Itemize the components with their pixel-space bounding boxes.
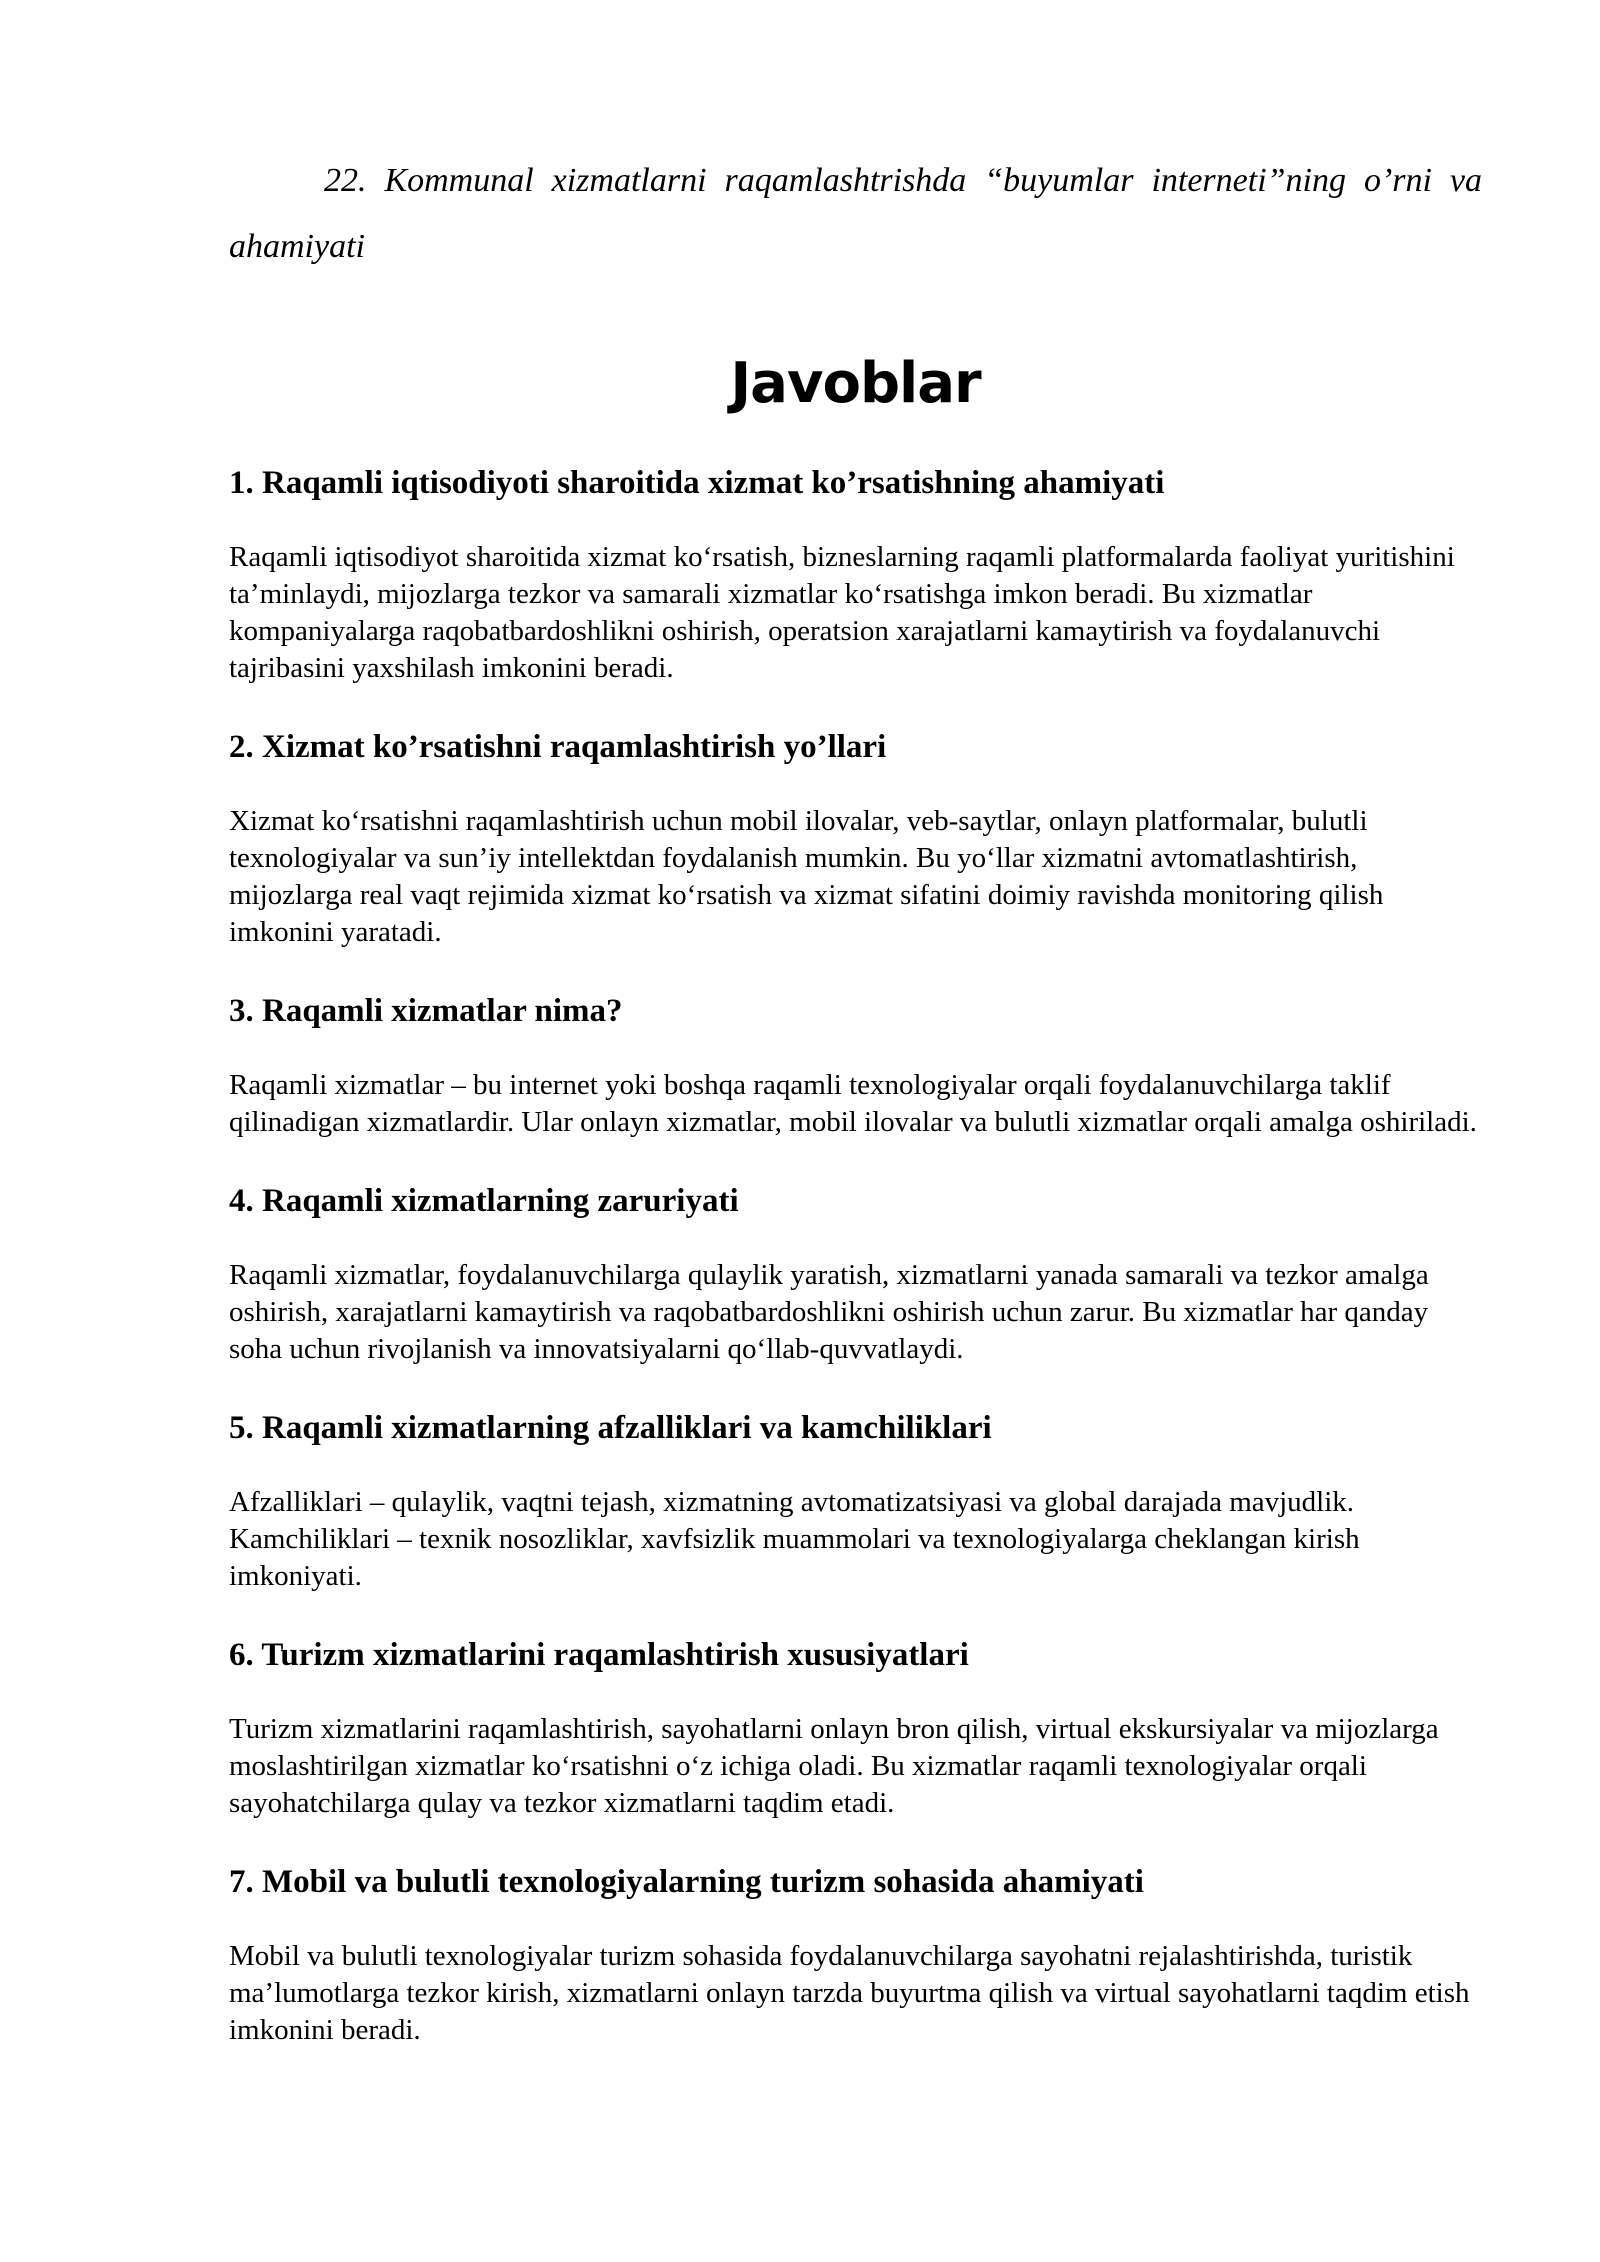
question-heading: 22. Kommunal xizmatlarni raqamlashtrishda “buyumlar interneti”ning o’rni va ahamiyati (229, 162, 1482, 265)
answer-section-6 (229, 1635, 1482, 1822)
section-body: Xizmat ko‘rsatishni raqamlashtirish uchun mobil ilovalar, veb-saytlar, onlayn platformalar, bulutli texnologiyalar va sun’iy intellektdan foydalanish mumkin. Bu yo‘llar xizmatni avtomatlashtirish, mijozlarga real vaqt rejimida xizmat ko‘rsatish va xizmat sifatini doimiy ravishda monitoring qilish imkonini yaratadi. (229, 805, 1384, 948)
answer-section-4 (229, 1181, 1482, 1368)
answer-section-1 (229, 463, 1482, 687)
section-body: Mobil va bulutli texnologiyalar turizm sohasida foydalanuvchilarga sayohatni rejalashtirishda, turistik ma’lumotlarga tezkor kirish, xizmatlarni onlayn tarzda buyurtma qilish va virtual sayohatlarni taqdim etish imkonini beradi. (229, 1940, 1470, 2046)
section-heading: 6. Turizm xizmatlarini raqamlashtirish xususiyatlari (229, 1637, 969, 1673)
answer-sections (229, 463, 1482, 2089)
section-body: Raqamli xizmatlar, foydalanuvchilarga qulaylik yaratish, xizmatlarni yanada samarali va tezkor amalga oshirish, xarajatlarni kamaytirish va raqobatbardoshlikni oshirish uchun zarur. Bu xizmatlar har qanday soha uchun rivojlanish va innovatsiyalarni qo‘llab-quvvatlaydi. (229, 1259, 1429, 1365)
section-body: Turizm xizmatlarini raqamlashtirish, sayohatlarni onlayn bron qilish, virtual ekskursiyalar va mijozlarga moslashtirilgan xizmatlar ko‘rsatishni o‘z ichiga oladi. Bu xizmatlar raqamli texnologiyalar orqali sayohatchilarga qulay va tezkor xizmatlarni taqdim etadi. (229, 1713, 1439, 1819)
section-heading: 1. Raqamli iqtisodiyoti sharoitida xizmat ko’rsatishning ahamiyati (229, 465, 1165, 501)
answers-title: Javoblar (730, 351, 981, 416)
page-content (229, 148, 1482, 2046)
section-body: Afzalliklari – qulaylik, vaqtni tejash, xizmatning avtomatizatsiyasi va global darajada mavjudlik. Kamchiliklari – texnik nosozliklar, xavfsizlik muammolari va texnologiyalarga cheklangan kirish imkoniyati. (229, 1486, 1360, 1592)
section-body: Raqamli xizmatlar – bu internet yoki boshqa raqamli texnologiyalar orqali foydalanuvchilarga taklif qilinadigan xizmatlardir. Ular onlayn xizmatlar, mobil ilovalar va bulutli xizmatlar orqali amalga oshiriladi. (229, 1069, 1477, 1138)
answer-section-5 (229, 1408, 1482, 1595)
section-heading: 7. Mobil va bulutli texnologiyalarning turizm sohasida ahamiyati (229, 1864, 1144, 1900)
answer-section-2 (229, 727, 1482, 951)
answer-section-3 (229, 991, 1482, 1141)
section-heading: 5. Raqamli xizmatlarning afzalliklari va kamchiliklari (229, 1410, 992, 1446)
answer-section-7 (229, 1862, 1482, 2049)
section-heading: 4. Raqamli xizmatlarning zaruriyati (229, 1183, 739, 1219)
section-body: Raqamli iqtisodiyot sharoitida xizmat ko‘rsatish, bizneslarning raqamli platformalarda faoliyat yuritishini ta’minlaydi, mijozlarga tezkor va samarali xizmatlar ko‘rsatishga imkon beradi. Bu xizmatlar kompaniyalarga raqobatbardoshlikni oshirish, operatsion xarajatlarni kamaytirish va foydalanuvchi tajribasini yaxshilash imkonini beradi. (229, 541, 1455, 684)
section-heading: 2. Xizmat ko’rsatishni raqamlashtirish yo’llari (229, 729, 887, 765)
section-heading: 3. Raqamli xizmatlar nima? (229, 993, 623, 1029)
